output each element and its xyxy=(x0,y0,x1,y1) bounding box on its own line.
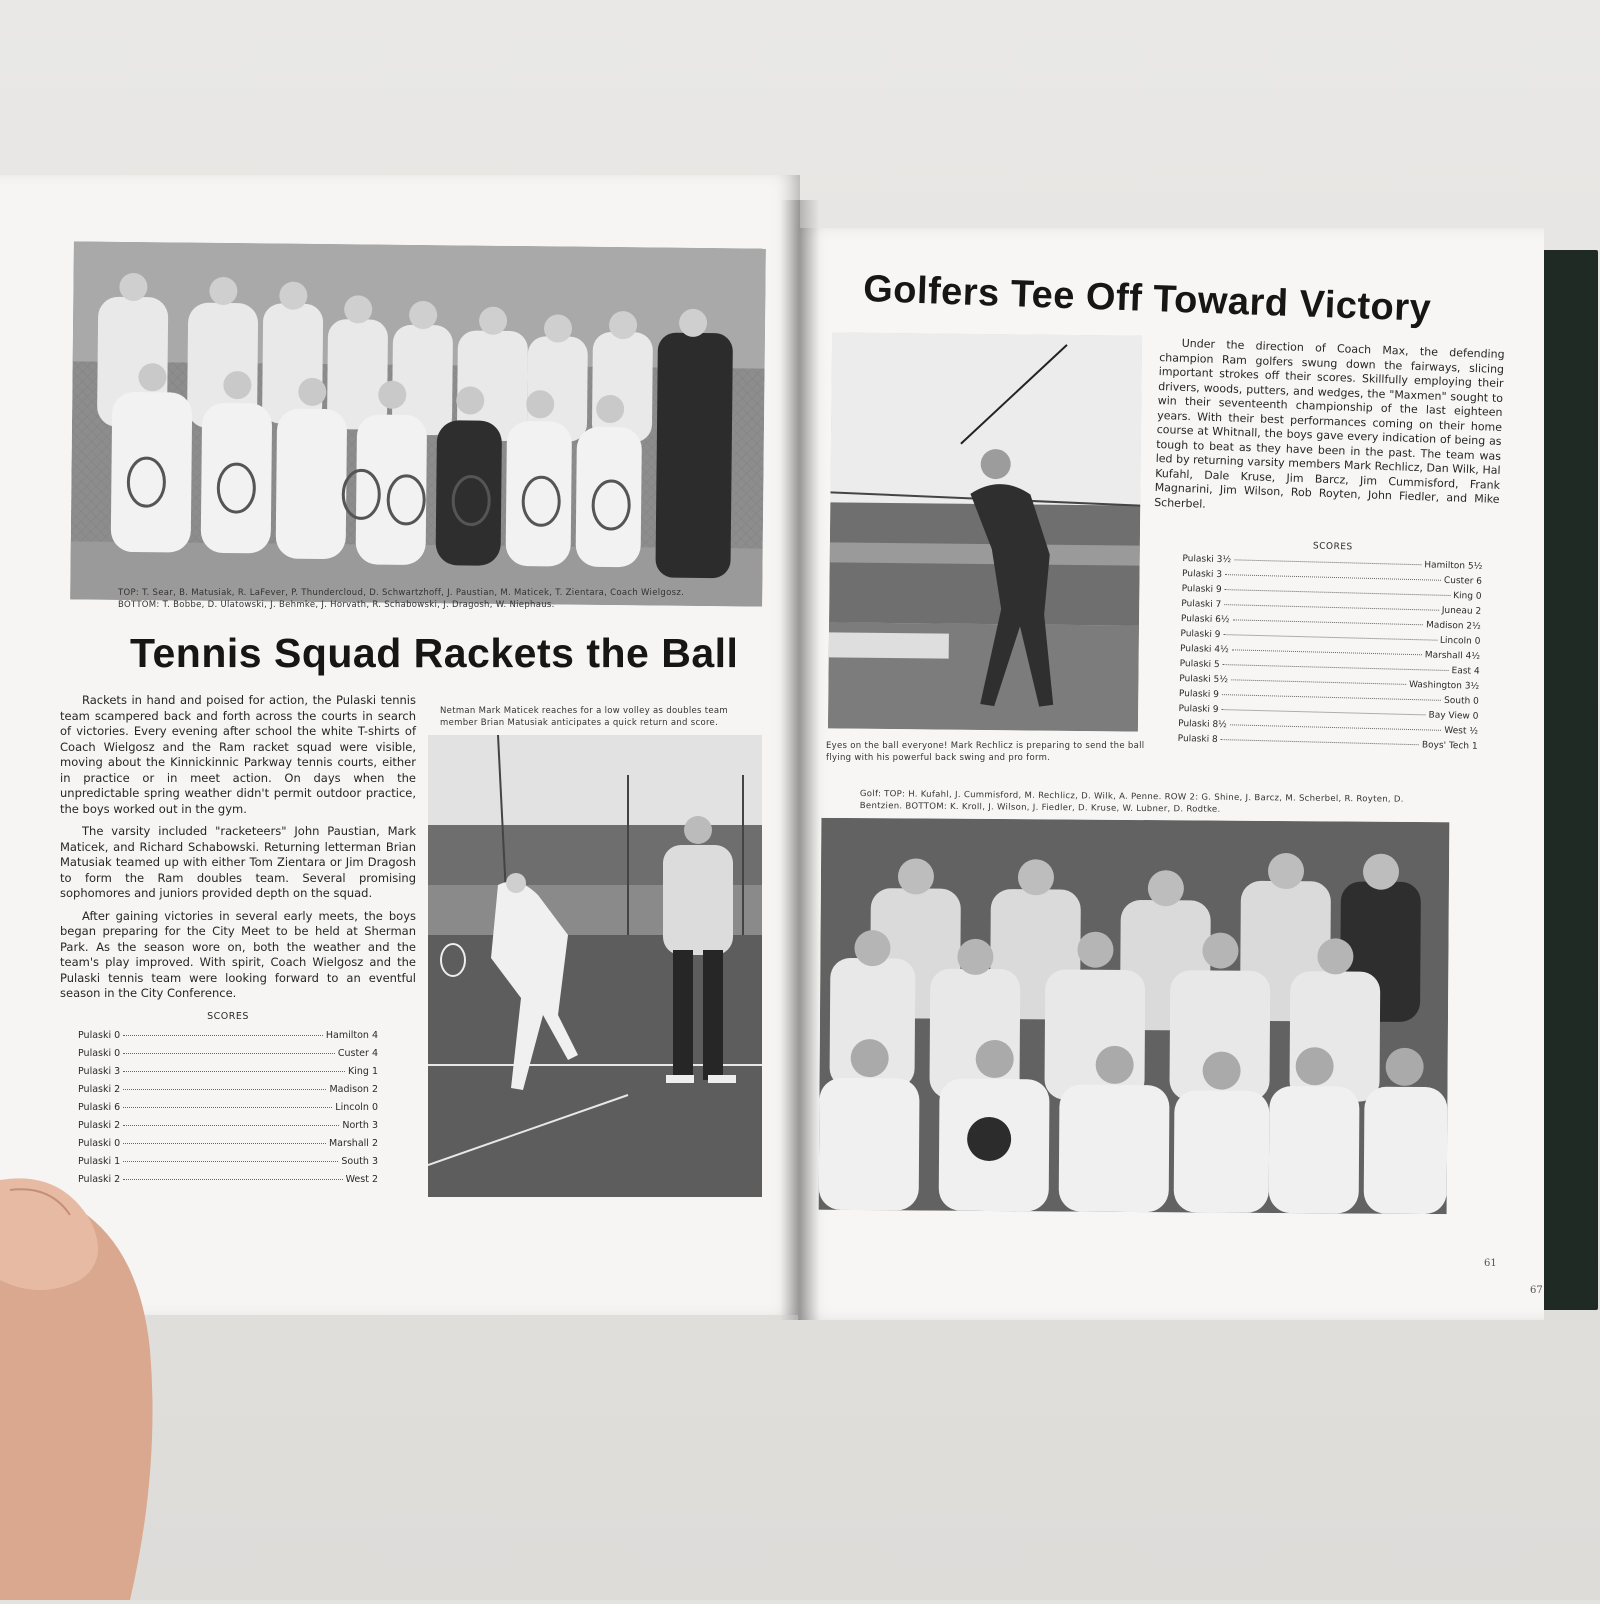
score-row xyxy=(78,1120,378,1131)
tennis-team-photo xyxy=(70,241,766,606)
score-row xyxy=(1178,734,1478,752)
score-right: Hamilton 5½ xyxy=(1424,560,1483,572)
score-right: Boys' Tech 1 xyxy=(1421,740,1478,752)
leader-dots xyxy=(1234,559,1421,565)
tennis-paragraph: After gaining victories in several early meets, the boys began preparing for the City Meet to be held at Sherman Park. As the season wore on, both the weather and the team's play improved. With spirit, Coach Wielgosz and the Pulaski tennis team were looking forward to an eventful season in the City Conference. xyxy=(60,908,416,1000)
leader-dots xyxy=(123,1035,323,1036)
leader-dots xyxy=(1225,574,1441,581)
score-right: Lincoln 0 xyxy=(1439,635,1481,647)
golf-article xyxy=(1154,336,1505,529)
score-right: Madison 2½ xyxy=(1425,620,1481,632)
score-right: West ½ xyxy=(1444,725,1479,737)
score-row xyxy=(1180,629,1480,647)
score-left: Pulaski 0 xyxy=(78,1048,121,1059)
leader-dots xyxy=(1222,694,1441,701)
score-left: Pulaski 6 xyxy=(78,1102,121,1113)
tennis-action-caption: Netman Mark Maticek reaches for a low volley as doubles team member Brian Matusiak anticipates a quick return and score. xyxy=(440,706,729,728)
tennis-paragraph: The varsity included "racketeers" John Paustian, Mark Maticek, and Richard Schabowski. Returning letterman Brian Matusiak teamed up with either Tom Zientara or Jim Dragosh to form the Ram doubles team. Several promising sophomores and juniors provided depth on the squad. xyxy=(60,824,416,900)
leader-dots xyxy=(1221,739,1419,745)
page-number-inner: 61 xyxy=(1484,1258,1497,1269)
tennis-action-photo xyxy=(428,735,762,1197)
score-right: Madison 2 xyxy=(329,1084,378,1095)
leader-dots xyxy=(1221,709,1425,715)
score-right: North 3 xyxy=(342,1120,378,1131)
leader-dots xyxy=(1233,619,1424,625)
score-right: Custer 6 xyxy=(1443,575,1483,587)
score-left: Pulaski 3 xyxy=(1181,568,1223,581)
score-right: Bay View 0 xyxy=(1428,710,1479,722)
score-left: Pulaski 7 xyxy=(1181,598,1222,611)
golf-scores xyxy=(1177,538,1482,757)
score-right: South 3 xyxy=(341,1156,378,1167)
score-row xyxy=(1182,584,1482,602)
score-row xyxy=(78,1030,378,1041)
score-left: Pulaski 9 xyxy=(1178,703,1219,715)
score-left: Pulaski 5½ xyxy=(1179,673,1229,686)
score-row xyxy=(1178,719,1478,737)
score-row xyxy=(1178,704,1478,722)
score-row xyxy=(78,1048,378,1059)
score-right: Custer 4 xyxy=(337,1048,378,1059)
scores-title: SCORES xyxy=(1312,541,1353,553)
score-right: King 0 xyxy=(1453,591,1482,602)
score-left: Pulaski 3½ xyxy=(1182,553,1232,566)
leader-dots xyxy=(123,1089,326,1090)
leader-dots xyxy=(123,1071,345,1072)
score-left: Pulaski 2 xyxy=(78,1120,121,1131)
tennis-team-caption: TOP: T. Sear, B. Matusiak, R. LaFever, P. Thundercloud, D. Schwartzhoff, J. Paustian, M. Maticek, T. Zientara, Coach Wielgosz. BOTTOM: T. Bobbe, D. Ulatowski, J. Behmke, J. Horvath, R. Schabowski, J. Dragosh, W. Niephaus. xyxy=(118,588,685,610)
leader-dots xyxy=(123,1125,339,1126)
leader-dots xyxy=(1225,589,1451,596)
leader-dots xyxy=(123,1053,335,1054)
tennis-article xyxy=(60,693,416,1009)
golf-team-caption: Golf: TOP: H. Kufahl, J. Cummisford, M. Rechlicz, D. Wilk, A. Penne. ROW 2: G. Shine, J. Barcz, M. Scherbel, R. Royten, D. Bentzien. BOTTOM: K. Kroll, J. Wilson, J. Fiedler, D. Kruse, W. Lubner, D. Rodtke. xyxy=(859,788,1404,815)
golfer-photo xyxy=(828,332,1142,731)
score-left: Pulaski 9 xyxy=(1181,583,1222,596)
score-right: West 2 xyxy=(345,1174,378,1185)
score-left: Pulaski 9 xyxy=(1178,688,1220,700)
score-right: Hamilton 4 xyxy=(325,1030,378,1041)
tennis-headline: Tennis Squad Rackets the Ball xyxy=(130,630,739,676)
score-left: Pulaski 5 xyxy=(1179,658,1220,671)
page-number-outer: 67 xyxy=(1530,1285,1543,1296)
score-left: Pulaski 8½ xyxy=(1178,718,1227,731)
score-left: Pulaski 2 xyxy=(78,1174,121,1185)
score-right: Lincoln 0 xyxy=(335,1102,378,1113)
score-row xyxy=(78,1084,378,1095)
hand-thumb xyxy=(0,1160,180,1600)
score-row xyxy=(1179,689,1479,707)
score-left: Pulaski 4½ xyxy=(1179,643,1229,656)
score-row xyxy=(78,1102,378,1113)
tennis-paragraph: Rackets in hand and poised for action, the Pulaski tennis team scampered back and forth across the courts in search of victories. Every evening after school the white T-shirts of Coach Wielgosz and the Ram racket squad were visible, moving about the Kinnickinnic Parkway tennis courts, either in practice or in meet action. On days when the unpredictable spring weather didn't permit outdoor practice, the boys worked out in the gym. xyxy=(60,693,416,816)
leader-dots xyxy=(1230,724,1442,731)
score-left: Pulaski 6½ xyxy=(1180,613,1230,626)
score-row xyxy=(1181,614,1481,632)
golf-team-photo xyxy=(819,818,1450,1214)
scores-title: SCORES xyxy=(207,1011,249,1022)
leader-dots xyxy=(123,1143,326,1144)
score-left: Pulaski 0 xyxy=(78,1138,121,1149)
score-left: Pulaski 2 xyxy=(78,1084,121,1095)
score-row xyxy=(1182,554,1482,572)
score-left: Pulaski 3 xyxy=(78,1066,121,1077)
leader-dots xyxy=(1223,664,1449,671)
score-row xyxy=(1180,644,1480,662)
score-left: Pulaski 9 xyxy=(1180,628,1221,641)
score-row xyxy=(1180,659,1480,677)
leader-dots xyxy=(1223,634,1436,641)
score-right: Marshall 2 xyxy=(328,1138,378,1149)
score-row xyxy=(1181,599,1481,617)
score-right: East 4 xyxy=(1451,666,1480,677)
score-left: Pulaski 8 xyxy=(1177,733,1218,745)
score-row xyxy=(1179,674,1479,692)
score-row xyxy=(78,1138,378,1149)
golf-paragraph: Under the direction of Coach Max, the defending champion Ram golfers swung down the fairways, slicing important strokes off their scores. Skillfully employing their drivers, woods, putters, and wedges, the "Maxmen" sought to win their seventeenth championship of the last eighteen years. With their best performances coming on their home course at Whitnall, the boys gave every indication of being as tough to beat as they have been in the past. The team was led by returning varsity members Mark Rechlicz, Dan Wilk, Hal Kufahl, Dale Kruse, Jim Barcz, Jim Cummisford, Frank Magnarini, Jim Wilson, Rob Royten, John Fiedler, and Mike Scherbel. xyxy=(1153,336,1505,511)
golfer-caption: Eyes on the ball everyone! Mark Rechlicz is preparing to send the ball flying with his powerful back swing and pro form. xyxy=(826,741,1145,763)
score-right: Juneau 2 xyxy=(1441,605,1482,617)
book-gutter xyxy=(780,200,820,1320)
score-row xyxy=(1182,569,1482,587)
right-page xyxy=(798,228,1544,1320)
score-row xyxy=(78,1066,378,1077)
left-page xyxy=(0,175,800,1315)
score-right: South 0 xyxy=(1443,695,1479,707)
score-left: Pulaski 0 xyxy=(78,1030,121,1041)
golf-headline: Golfers Tee Off Toward Victory xyxy=(862,268,1432,330)
leader-dots xyxy=(1231,679,1406,685)
score-right: Washington 3½ xyxy=(1408,679,1480,692)
leader-dots xyxy=(1224,604,1439,611)
leader-dots xyxy=(123,1107,332,1108)
score-right: Marshall 4½ xyxy=(1424,650,1481,662)
score-left: Pulaski 1 xyxy=(78,1156,121,1167)
score-right: King 1 xyxy=(348,1066,378,1077)
leader-dots xyxy=(1232,649,1422,655)
